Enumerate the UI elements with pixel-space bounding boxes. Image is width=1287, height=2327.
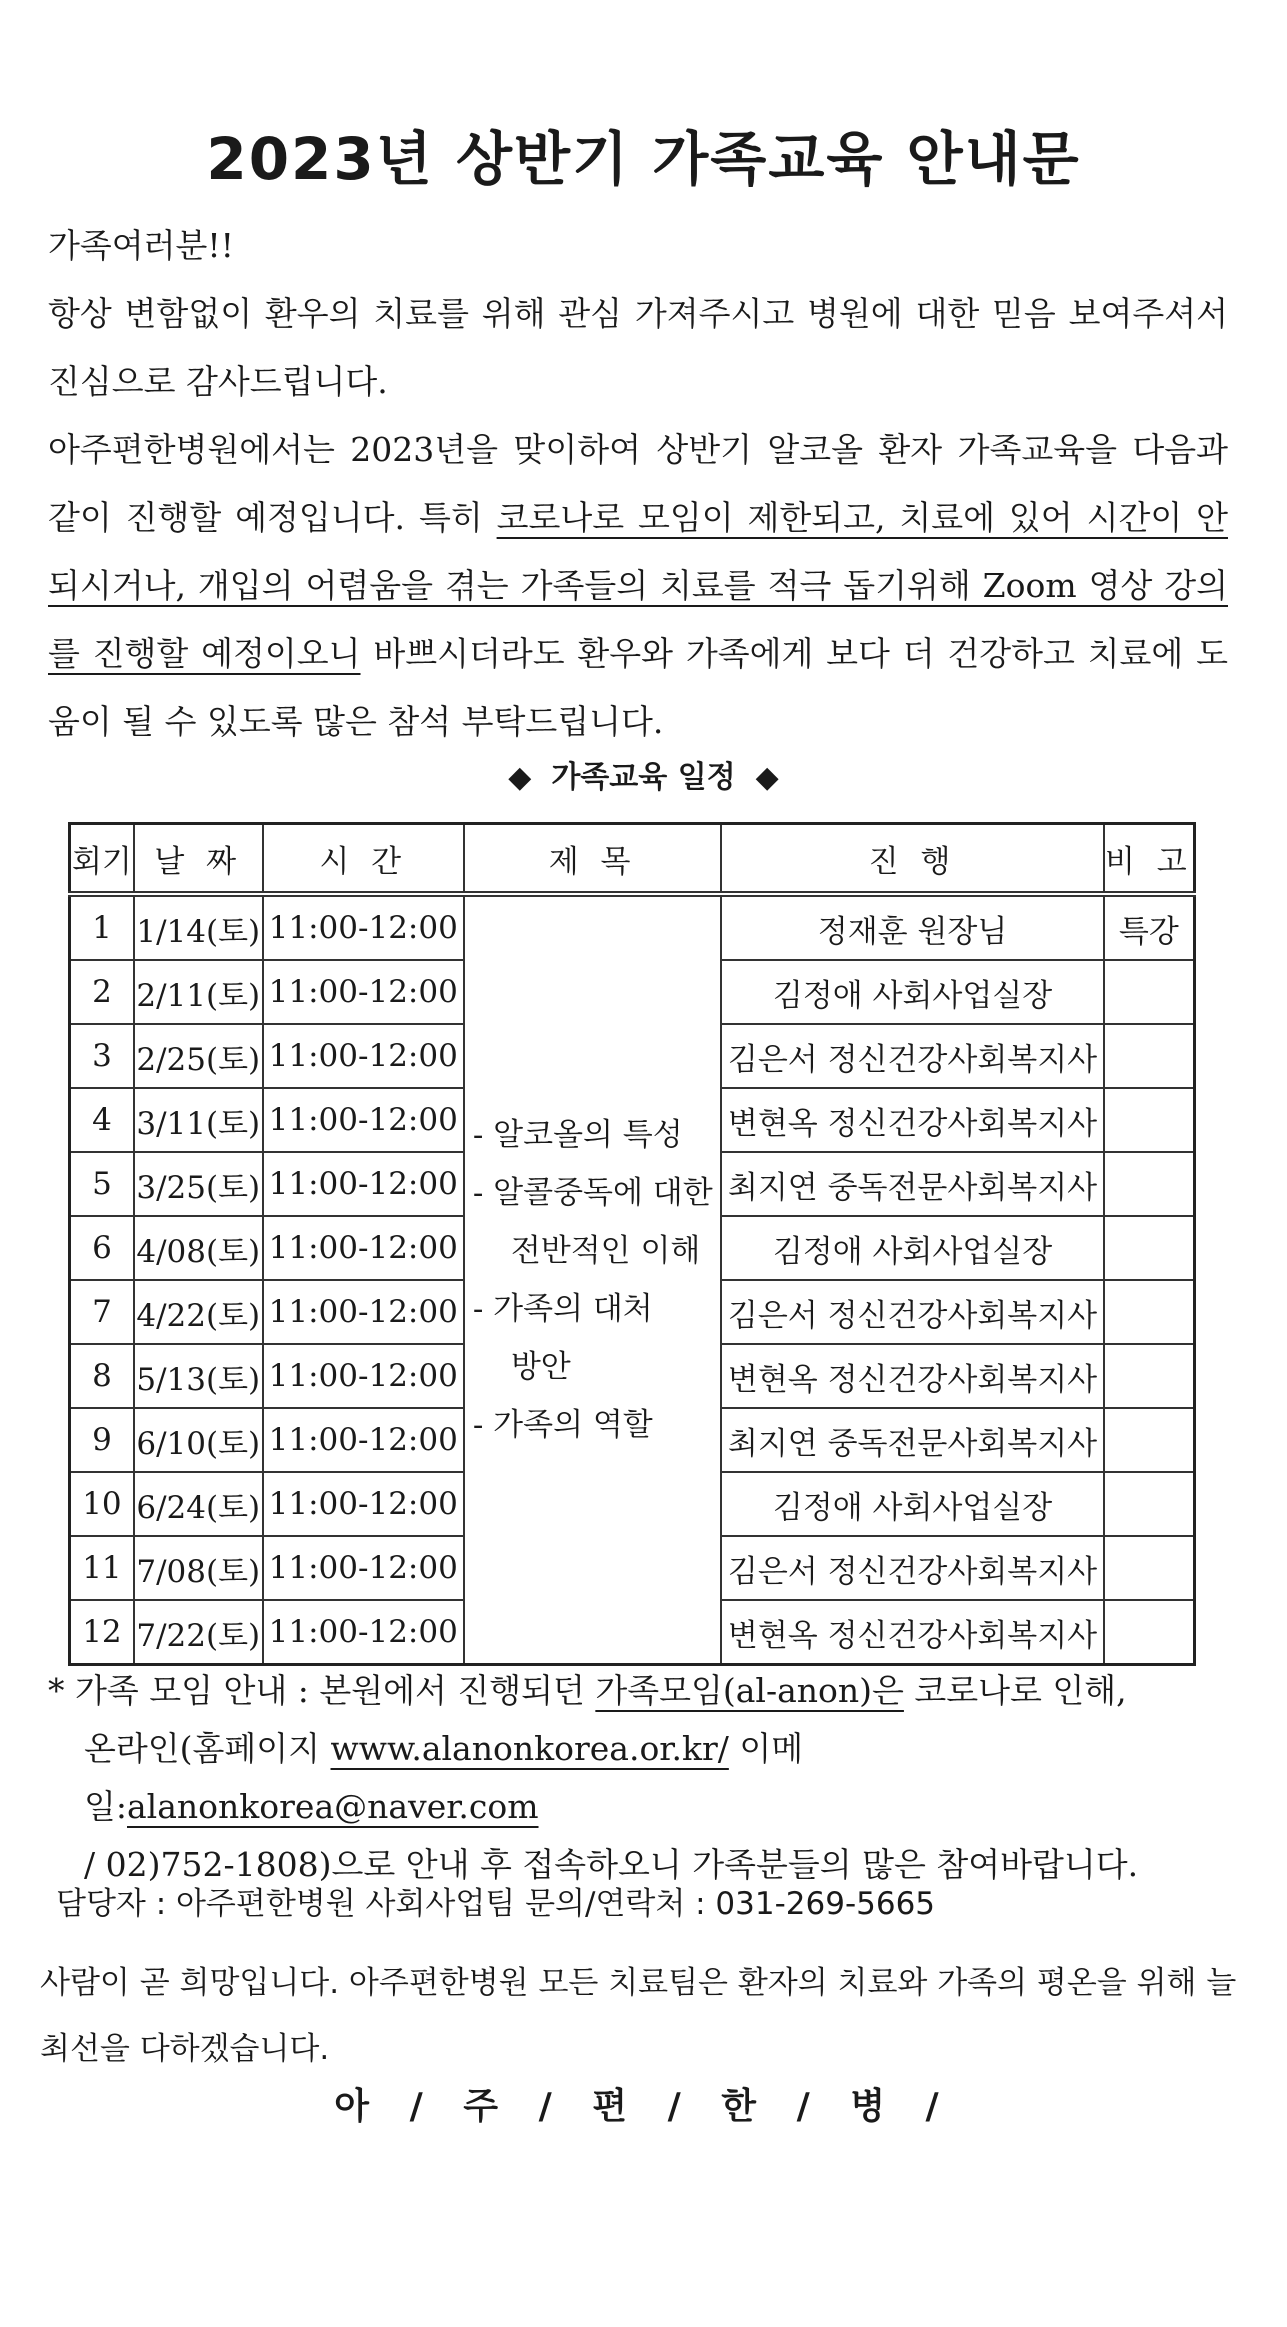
table-header-row: [70, 824, 1195, 895]
cell-date: 1/14(토): [134, 894, 263, 960]
hospital-name: 아 / 주 / 편 / 한 / 병 /: [334, 2086, 953, 2127]
header-note: 비 고: [1104, 824, 1195, 895]
cell-session: 1: [70, 894, 134, 960]
cell-session: 6: [70, 1216, 134, 1280]
notice-line-1: [48, 1662, 1248, 1720]
cell-note: [1104, 1408, 1195, 1472]
cell-date: 2/25(토): [134, 1024, 263, 1088]
al-anon-label: 가족모임(al-anon)은: [595, 1671, 904, 1710]
cell-date: 5/13(토): [134, 1344, 263, 1408]
notice-text: 이메일:: [84, 1729, 804, 1826]
cell-lead: 김은서 정신건강사회복지사: [721, 1280, 1103, 1344]
cell-time: 11:00-12:00: [263, 960, 464, 1024]
topic-item: - 가족의 대처: [472, 1291, 653, 1327]
announcement-underlined: 코로나로 모임이 제한되고, 치료에 있어 시간이 안 되시거나, 개입의 어렴움을 겪는 가족들의 치료를 적극 돕기위해 Zoom 영상 강의를 진행할 예정이오니: [48, 498, 1228, 673]
paragraph-announcement: [48, 416, 1228, 756]
page-title: 2023년 상반기 가족교육 안내문: [206, 125, 1081, 193]
diamond-icon: ◆: [755, 760, 779, 795]
email-link[interactable]: alanonkorea@naver.com: [127, 1787, 539, 1826]
cell-note: [1104, 960, 1195, 1024]
intro-section: [48, 212, 1228, 756]
cell-note: [1104, 1216, 1195, 1280]
topic-item: - 알콜중독에 대한: [472, 1175, 713, 1211]
cell-session: 10: [70, 1472, 134, 1536]
paragraph-thanks: 항상 변함없이 환우의 치료를 위해 관심 가져주시고 병원에 대한 믿음 보여주셔서 진심으로 감사드립니다.: [48, 294, 1228, 401]
family-meeting-notice: [48, 1662, 1248, 1894]
header-lead: 진 행: [721, 824, 1103, 895]
cell-date: 4/22(토): [134, 1280, 263, 1344]
cell-session: 3: [70, 1024, 134, 1088]
cell-time: 11:00-12:00: [263, 1344, 464, 1408]
cell-session: 9: [70, 1408, 134, 1472]
schedule-table: [68, 822, 1196, 1666]
cell-note: [1104, 1472, 1195, 1536]
cell-lead: 김정애 사회사업실장: [721, 960, 1103, 1024]
cell-lead: 김정애 사회사업실장: [721, 1216, 1103, 1280]
cell-note: [1104, 1088, 1195, 1152]
cell-time: 11:00-12:00: [263, 1152, 464, 1216]
header-date: 날 짜: [134, 824, 263, 895]
header-session: 회기: [70, 824, 134, 895]
cell-lead: 최지연 중독전문사회복지사: [721, 1152, 1103, 1216]
cell-time: 11:00-12:00: [263, 1216, 464, 1280]
cell-time: 11:00-12:00: [263, 1408, 464, 1472]
cell-session: 11: [70, 1536, 134, 1600]
cell-date: 4/08(토): [134, 1216, 263, 1280]
cell-time: 11:00-12:00: [263, 1536, 464, 1600]
cell-date: 7/22(토): [134, 1600, 263, 1665]
cell-session: 5: [70, 1152, 134, 1216]
topic-item: 방안: [510, 1349, 571, 1385]
cell-note: [1104, 1152, 1195, 1216]
cell-date: 7/08(토): [134, 1536, 263, 1600]
cell-date: 2/11(토): [134, 960, 263, 1024]
schedule-heading: [0, 752, 1287, 796]
cell-date: 3/25(토): [134, 1152, 263, 1216]
notice-text: 온라인(홈페이지: [84, 1729, 331, 1768]
cell-lead: 변현옥 정신건강사회복지사: [721, 1600, 1103, 1665]
closing-message: [40, 1950, 1240, 2082]
topic-item: - 알코올의 특성: [472, 1117, 683, 1153]
cell-topic: [464, 894, 722, 1665]
cell-time: 11:00-12:00: [263, 1472, 464, 1536]
cell-note: [1104, 1344, 1195, 1408]
cell-note: [1104, 1024, 1195, 1088]
cell-date: 3/11(토): [134, 1088, 263, 1152]
cell-note: [1104, 1280, 1195, 1344]
cell-lead: 변현옥 정신건강사회복지사: [721, 1344, 1103, 1408]
cell-session: 4: [70, 1088, 134, 1152]
table-row: [70, 894, 1195, 960]
cell-note: [1104, 1536, 1195, 1600]
cell-lead: 김은서 정신건강사회복지사: [721, 1536, 1103, 1600]
cell-lead: 김은서 정신건강사회복지사: [721, 1024, 1103, 1088]
header-topic: 제 목: [464, 824, 722, 895]
greeting: 가족여러분!!: [48, 226, 234, 265]
announcement-text-1: 아주편한병원에서는 2023년을 맞이하여 상반기 알코올 환자 가족교육을 다음과 같이 진행할 예정입니다. 특히: [48, 430, 1228, 537]
header-time: 시 간: [263, 824, 464, 895]
cell-lead: 변현옥 정신건강사회복지사: [721, 1088, 1103, 1152]
cell-session: 8: [70, 1344, 134, 1408]
cell-date: 6/24(토): [134, 1472, 263, 1536]
cell-time: 11:00-12:00: [263, 1024, 464, 1088]
cell-time: 11:00-12:00: [263, 1088, 464, 1152]
announcement-text-2: 바쁘시더라도 환우와 가족에게 보다 더 건강하고 치료에 도움이 될 수 있도록 많은 참석 부탁드립니다.: [48, 634, 1228, 741]
cell-session: 7: [70, 1280, 134, 1344]
website-link[interactable]: www.alanonkorea.or.kr/: [330, 1729, 729, 1768]
diamond-icon: ◆: [508, 760, 532, 795]
cell-note: 특강: [1104, 894, 1195, 960]
closing-text: 사람이 곧 희망입니다. 아주편한병원 모든 치료팀은 환자의 치료와 가족의 평온을 위해 늘 최선을 다하겠습니다.: [40, 1965, 1237, 2067]
cell-lead: 김정애 사회사업실장: [721, 1472, 1103, 1536]
cell-time: 11:00-12:00: [263, 1600, 464, 1665]
notice-line-2: [48, 1720, 1248, 1836]
schedule-title: 가족교육 일정: [551, 760, 736, 795]
notice-text: 코로나로 인해,: [903, 1671, 1127, 1710]
cell-time: 11:00-12:00: [263, 1280, 464, 1344]
notice-text: * 가족 모임 안내 : 본원에서 진행되던: [48, 1671, 596, 1710]
topic-item: 전반적인 이해: [510, 1233, 701, 1269]
topic-item: - 가족의 역할: [472, 1407, 653, 1443]
cell-session: 2: [70, 960, 134, 1024]
notice-line-3: / 02)752-1808)으로 안내 후 접속하오니 가족분들의 많은 참여바랍니다.: [84, 1845, 1139, 1884]
cell-lead: 정재훈 원장님: [721, 894, 1103, 960]
cell-date: 6/10(토): [134, 1408, 263, 1472]
cell-lead: 최지연 중독전문사회복지사: [721, 1408, 1103, 1472]
cell-note: [1104, 1600, 1195, 1665]
cell-session: 12: [70, 1600, 134, 1665]
cell-time: 11:00-12:00: [263, 894, 464, 960]
contact-info: 담당자 : 아주편한병원 사회사업팀 문의/연락처 : 031-269-5665: [56, 1886, 936, 1922]
